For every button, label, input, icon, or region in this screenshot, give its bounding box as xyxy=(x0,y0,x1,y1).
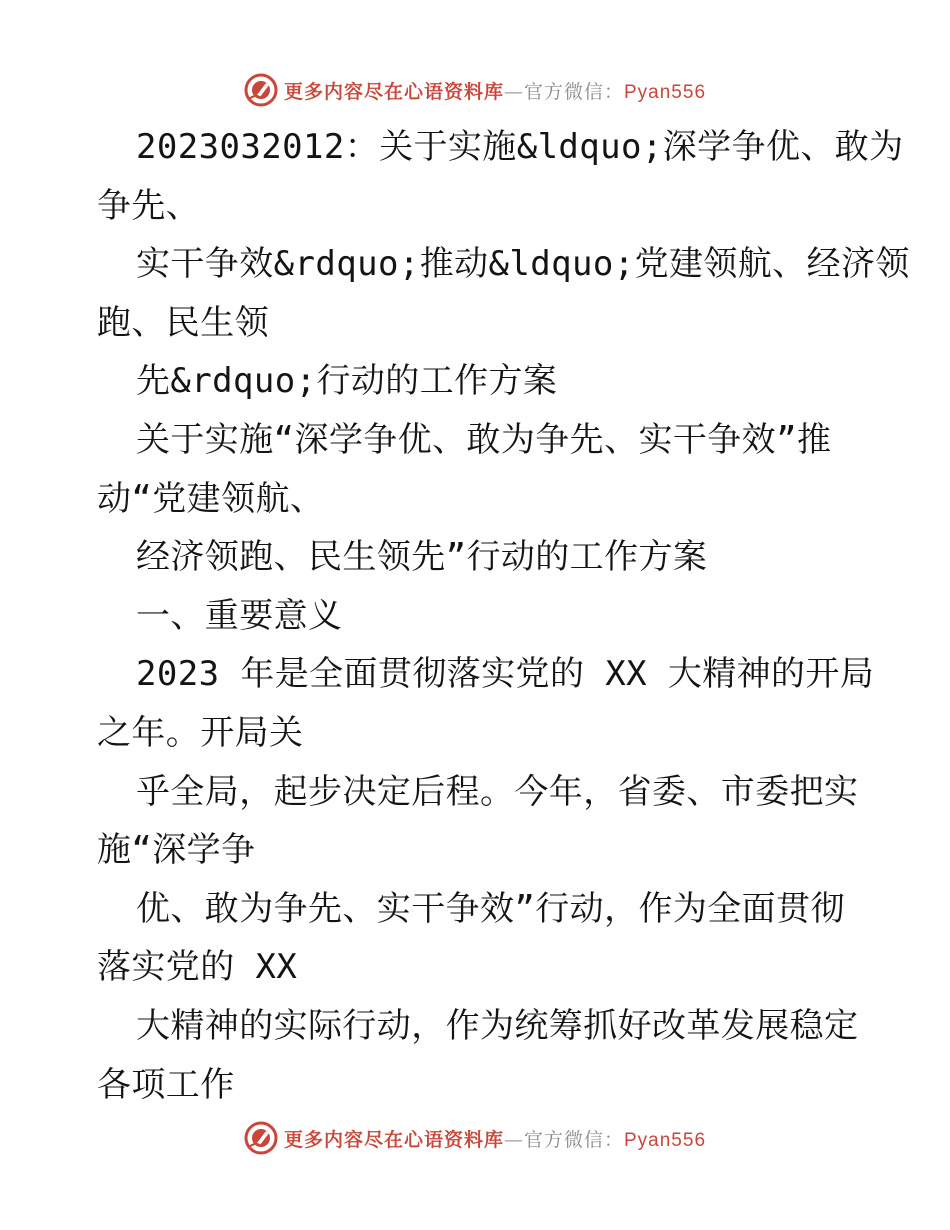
footer-watermark xyxy=(0,1118,950,1158)
text-line: 之年。开局关 xyxy=(97,712,304,753)
text-line: 优、敢为争先、实干争效”行动，作为全面贯彻 xyxy=(136,888,845,929)
watermark-text xyxy=(284,1125,706,1152)
text-line: 动“党建领航、 xyxy=(97,478,325,519)
text-line: 争先、 xyxy=(97,185,201,226)
text-line: 先&rdquo;行动的工作方案 xyxy=(136,361,558,402)
pen-logo-icon xyxy=(244,1121,278,1155)
text-line: 大精神的实际行动，作为统筹抓好改革发展稳定 xyxy=(136,1005,859,1046)
text-line: 落实党的 XX xyxy=(97,947,298,988)
text-line: 各项工作 xyxy=(97,1064,235,1105)
header-watermark xyxy=(0,70,950,110)
text-line: 跑、民生领 xyxy=(97,302,269,343)
watermark-wechat-label: 官方微信： xyxy=(523,80,624,103)
watermark-text xyxy=(284,77,706,104)
pen-logo-icon xyxy=(244,73,278,107)
text-line: 经济领跑、民生领先”行动的工作方案 xyxy=(136,537,708,578)
watermark-site: 更多内容尽在心语资料库 xyxy=(283,80,504,103)
text-line: 关于实施“深学争优、敢为争先、实干争效”推 xyxy=(136,419,832,460)
text-line: 一、重要意义 xyxy=(136,595,343,636)
watermark-separator: — xyxy=(503,1128,524,1151)
text-line: 实干争效&rdquo;推动&ldquo;党建领航、经济领 xyxy=(136,244,910,285)
text-line: 施“深学争 xyxy=(97,830,256,871)
watermark-wechat-id: Pyan556 xyxy=(624,81,707,103)
watermark-wechat-label: 官方微信： xyxy=(523,1128,624,1151)
text-line: 2023 年是全面贯彻落实党的 XX 大精神的开局 xyxy=(136,654,875,695)
watermark-site: 更多内容尽在心语资料库 xyxy=(283,1128,504,1151)
text-line: 乎全局，起步决定后程。今年，省委、市委把实 xyxy=(136,771,859,812)
document-body xyxy=(97,118,910,1114)
watermark-wechat-id: Pyan556 xyxy=(624,1129,707,1151)
text-line: 2023032012：关于实施&ldquo;深学争优、敢为 xyxy=(136,127,904,167)
watermark-separator: — xyxy=(503,80,524,103)
